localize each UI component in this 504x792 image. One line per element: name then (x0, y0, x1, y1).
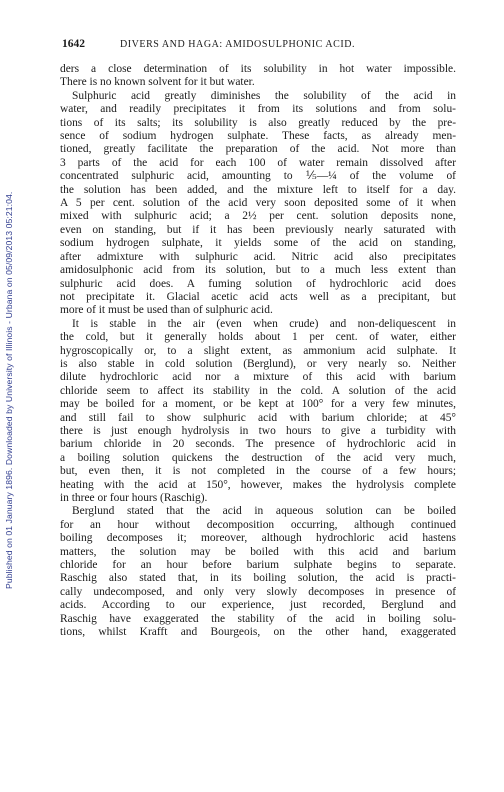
text-line: acids. According to our experience, just recorded, Berglund and (60, 599, 456, 612)
text-line: not precipitate it. Glacial acetic acid acts well as a precipitant, but (60, 290, 456, 303)
text-line: hygroscopically or, to a slight extent, as ammonium acid sulphate. It (60, 344, 456, 357)
text-line: in three or four hours (Raschig). (60, 492, 208, 504)
text-line: ders a close determination of its solubility in hot water impossible. (60, 63, 456, 75)
text-line: sulphuric acid does. A fuming solution of hydrochloric acid does (60, 277, 456, 290)
page-number: 1642 (62, 38, 85, 50)
text-line: boiling decomposes it; moreover, although hydrochloric acid hastens (60, 532, 456, 545)
running-title: DIVERS AND HAGA: AMIDOSULPHONIC ACID. (120, 39, 356, 50)
text-line: A 5 per cent. solution of the acid very soon deposited some of it when (60, 197, 456, 210)
text-line: Raschig also stated that, in its boiling solution, the acid is practi- (60, 572, 456, 585)
publication-watermark: Published on 01 January 1896. Downloaded by University of Illinois - Urbana on 05/09/2013 05:21:04. (4, 191, 14, 589)
page-header (62, 38, 454, 52)
text-line: water, and readily precipitates it from its solutions and from solu- (60, 103, 456, 116)
text-line: sence of sodium hydrogen sulphate. These facts, as already men- (60, 130, 456, 143)
text-line: for an hour without decomposition occurring, although continued (60, 518, 456, 531)
text-line: the solution has been added, and the mixture left to itself for a day. (60, 183, 456, 196)
text-line: the cold, but it generally holds about 1 per cent. of water, either (60, 331, 456, 344)
text-line: tions of its salts; its solubility is also greatly reduced by the pre- (60, 116, 456, 129)
text-line: tioned, greatly facilitate the preparation of the acid. Not more than (60, 143, 456, 156)
text-line: dilute hydrochloric acid nor a mixture of this acid with barium (60, 371, 456, 384)
text-line: more of it must be used than of sulphuric acid. (60, 304, 273, 317)
text-line: It is stable in the air (even when crude) and non-deliquescent in (72, 317, 456, 330)
text-line: Raschig have exaggerated the stability of the acid in boiling solu- (60, 612, 456, 625)
text-line: after admixture with sulphuric acid. Nitric acid also precipitates (60, 250, 456, 263)
text-line: tions, whilst Krafft and Bourgeois, on the other hand, exaggerated (60, 626, 456, 639)
text-line: barium chloride in 20 seconds. The presence of hydrochloric acid in (60, 438, 456, 451)
text-line: even on standing, but if it has been previously nearly saturated with (60, 223, 456, 236)
text-line: chloride for an hour before barium sulphate begins to separate. (60, 559, 456, 572)
text-line: Berglund stated that the acid in aqueous solution can be boiled (72, 505, 456, 518)
text-line: concentrated sulphuric acid, amounting to ⅕—¼ of the volume of (60, 170, 456, 183)
article-body (60, 63, 456, 639)
text-line: 3 parts of the acid for each 100 of water remain dissolved after (60, 156, 456, 169)
text-line: heating with the acid at 150°, however, makes the hydrolysis complete (60, 478, 456, 491)
text-line: Sulphuric acid greatly diminishes the solubility of the acid in (72, 89, 456, 102)
text-line: and still fail to show sulphuric acid with barium chloride; at 45° (60, 411, 456, 424)
text-line: but, even then, it is not completed in the course of a few hours; (60, 465, 456, 478)
text-line: may be boiled for a moment, or be kept at 100° for a very few minutes, (60, 398, 456, 411)
text-line: amidosulphonic acid from its solution, but to a much less extent than (60, 264, 456, 277)
text-line: a boiling solution quickens the destruction of the acid very much, (60, 451, 456, 464)
text-line: mixed with sulphuric acid; a 2½ per cent. solution deposits none, (60, 210, 456, 223)
text-line: chloride seem to affect its stability in the cold. A solution of the acid (60, 384, 456, 397)
text-line: sodium hydrogen sulphate, it yields some of the acid on standing, (60, 237, 456, 250)
text-line: is also stable in cold solution (Berglund), or very nearly so. Neither (60, 357, 456, 370)
text-line: There is no known solvent for it but water. (60, 76, 255, 89)
text-line: cally undecomposed, and only very slowly decomposes in presence of (60, 585, 456, 598)
text-line: matters, the solution may be boiled with this acid and barium (60, 545, 456, 558)
text-line: there is just enough hydrolysis in two hours to give a turbidity with (60, 424, 456, 437)
